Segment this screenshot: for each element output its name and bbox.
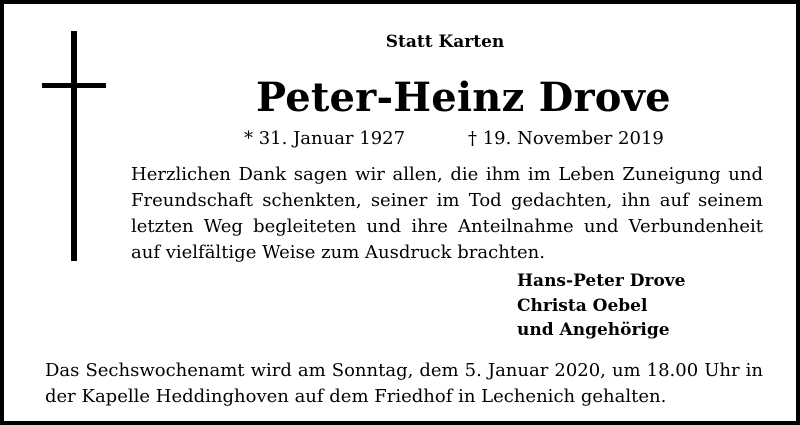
signatory-2: Christa Oebel [517, 295, 648, 316]
cross-horizontal-bar [42, 83, 106, 88]
signatory-3: und Angehörige [517, 320, 670, 340]
deceased-name: Peter-Heinz Drove [256, 74, 671, 121]
memorial-service-note: Das Sechswochenamt wird am Sonntag, dem 5. Januar 2020, um 18.00 Uhr in der Kapelle Heddinghoven auf dem Friedhof in Lechenich gehalten. [45, 360, 763, 407]
header-statt-karten: Statt Karten [385, 32, 505, 52]
signatories [517, 269, 685, 343]
cross-vertical-bar [71, 31, 77, 261]
thanks-paragraph: Herzlichen Dank sagen wir allen, die ihm im Leben Zuneigung und Freundschaft schenkten, seiner im Tod gedachten, ihn auf seinem letzten Weg begleiteten und ihre Anteilnahme und Verbundenheit auf vielfältige Weise zum Ausdruck brachten. [131, 164, 763, 263]
birth-date: * 31. Januar 1927 [244, 128, 406, 149]
signatory-1: Hans-Peter Drove [517, 271, 686, 291]
death-date: † 19. November 2019 [468, 128, 664, 149]
cross-icon [42, 31, 106, 263]
